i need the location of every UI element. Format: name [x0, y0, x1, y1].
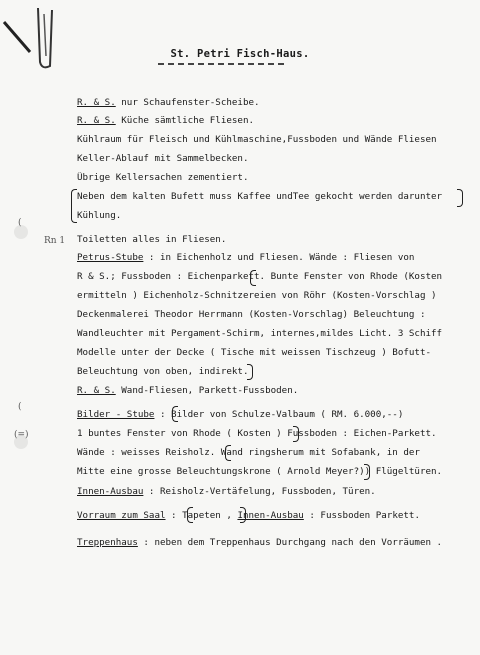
text-line: Deckenmalerei Theodor Herrmann (Kosten-Vorschlag) Beleuchtung :: [77, 309, 426, 320]
text-line: Petrus-Stube : in Eichenholz und Fliesen. Wände : Fliesen von: [77, 252, 415, 263]
margin-paren-c: (=): [14, 430, 29, 440]
text-line: Wände : weisses Reisholz. Wand ringsherum mit Sofabank, in der: [77, 447, 420, 458]
text-line: R & S.; Fussboden : Eichenparkett. Bunte Fenster von Rhode (Kosten: [77, 271, 443, 282]
pencil-bracket: [364, 464, 370, 480]
pencil-bracket: [250, 270, 256, 286]
text-line: R. & S. Küche sämtliche Fliesen.: [77, 115, 255, 126]
text-line: Innen-Ausbau : Reisholz-Vertäfelung, Fussboden, Türen.: [77, 486, 376, 497]
text-line: Wandleuchter mit Pergament-Schirm, internes,mildes Licht. 3 Schiff: [77, 328, 443, 339]
text-line: R. & S. nur Schaufenster-Scheibe.: [77, 97, 260, 108]
pencil-bracket: [293, 426, 299, 442]
text-line: Übrige Kellersachen zementiert.: [77, 172, 249, 183]
text-line: Kühlung.: [77, 210, 122, 221]
pencil-bracket: [457, 189, 463, 207]
text-line: Neben dem kalten Bufett muss Kaffee undTee gekocht werden darunter: [77, 191, 443, 202]
pencil-bracket: [187, 507, 193, 523]
text-line: Beleuchtung von oben, indirekt.: [77, 366, 249, 377]
text-line: Toiletten alles in Fliesen.: [77, 234, 227, 245]
text-line: Kühlraum für Fleisch und Kühlmaschine,Fussboden und Wände Fliesen: [77, 134, 437, 145]
text-line: Modelle unter der Decke ( Tische mit weissen Tischzeug ) Bofutt-: [77, 347, 432, 358]
text-line: 1 buntes Fenster von Rhode ( Kosten ) Fussboden : Eichen-Parkett.: [77, 428, 437, 439]
pencil-bracket: [172, 406, 178, 422]
pencil-bracket: [247, 364, 253, 380]
pencil-bracket: [225, 445, 231, 461]
text-line: Mitte eine grosse Beleuchtungskrone ( Arnold Meyer?)) Flügeltüren.: [77, 466, 443, 477]
page-title: St. Petri Fisch-Haus.: [170, 48, 310, 60]
text-line: ermitteln ) Eichenholz-Schnitzereien von Röhr (Kosten-Vorschlag ): [77, 290, 437, 301]
text-line: Treppenhaus : neben dem Treppenhaus Durchgang nach den Vorräumen .: [77, 537, 443, 548]
text-line: Keller-Ablauf mit Sammelbecken.: [77, 153, 249, 164]
margin-note-rn: Rn 1: [44, 236, 66, 246]
margin-paren-b: (: [18, 402, 22, 412]
pencil-bracket: [240, 507, 246, 523]
title-underline: [158, 63, 284, 65]
text-line: Bilder - Stube : Bilder von Schulze-Valbaum ( RM. 6.000,--): [77, 409, 404, 420]
pencil-bracket: [71, 189, 77, 223]
text-line: R. & S. Wand-Fliesen, Parkett-Fussboden.: [77, 385, 299, 396]
margin-paren-a: (: [18, 218, 22, 228]
text-line: Vorraum zum Saal : Tapeten , Innen-Ausbau : Fussboden Parkett.: [77, 510, 420, 521]
